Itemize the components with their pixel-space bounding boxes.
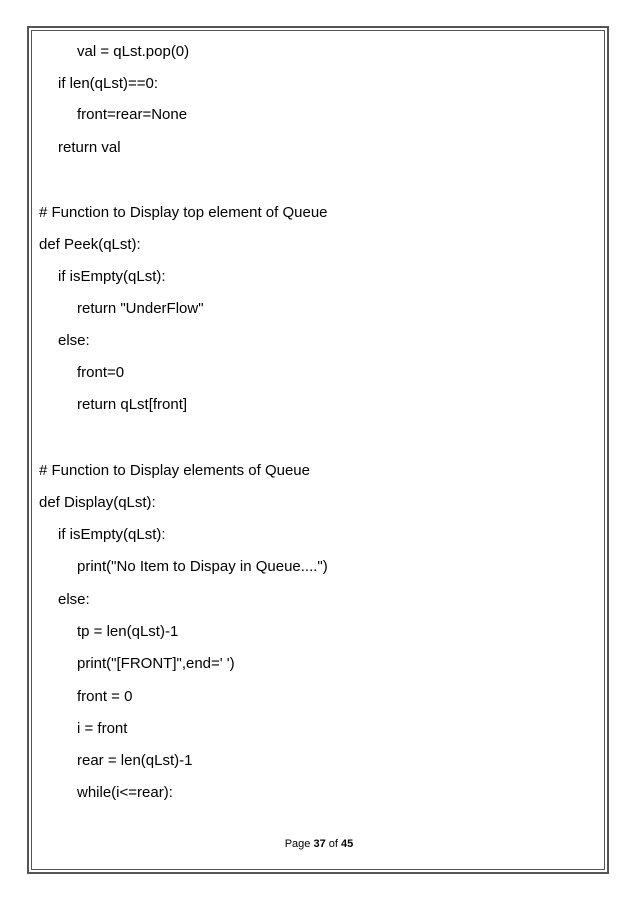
code-line: if len(qLst)==0: [58,75,159,92]
code-line: front = 0 [77,688,133,705]
code-line: def Display(qLst): [39,494,156,511]
code-line: while(i<=rear): [77,784,173,801]
code-line: def Peek(qLst): [39,236,141,253]
code-line: rear = len(qLst)-1 [77,752,193,769]
code-line: print("No Item to Dispay in Queue....") [77,558,328,575]
of-label: of [328,838,338,850]
code-line: return "UnderFlow" [77,300,204,317]
code-line: if isEmpty(qLst): [58,526,166,543]
code-line: else: [58,332,90,349]
code-line: front=rear=None [77,106,188,123]
code-line: return qLst[front] [77,396,188,413]
page-label: Page [284,838,311,850]
code-line: print("[FRONT]",end=' ') [77,655,235,672]
code-line: tp = len(qLst)-1 [77,623,179,640]
current-page-number: 37 [313,838,326,850]
code-line: i = front [77,720,128,737]
total-pages-number: 45 [341,838,354,850]
code-line: return val [58,139,121,156]
code-line: if isEmpty(qLst): [58,268,166,285]
code-line: val = qLst.pop(0) [77,43,190,60]
page-footer [0,837,638,851]
code-line: else: [58,591,90,608]
code-comment: # Function to Display top element of Queue [39,204,328,221]
code-comment: # Function to Display elements of Queue [39,462,310,479]
code-line: front=0 [77,364,125,381]
